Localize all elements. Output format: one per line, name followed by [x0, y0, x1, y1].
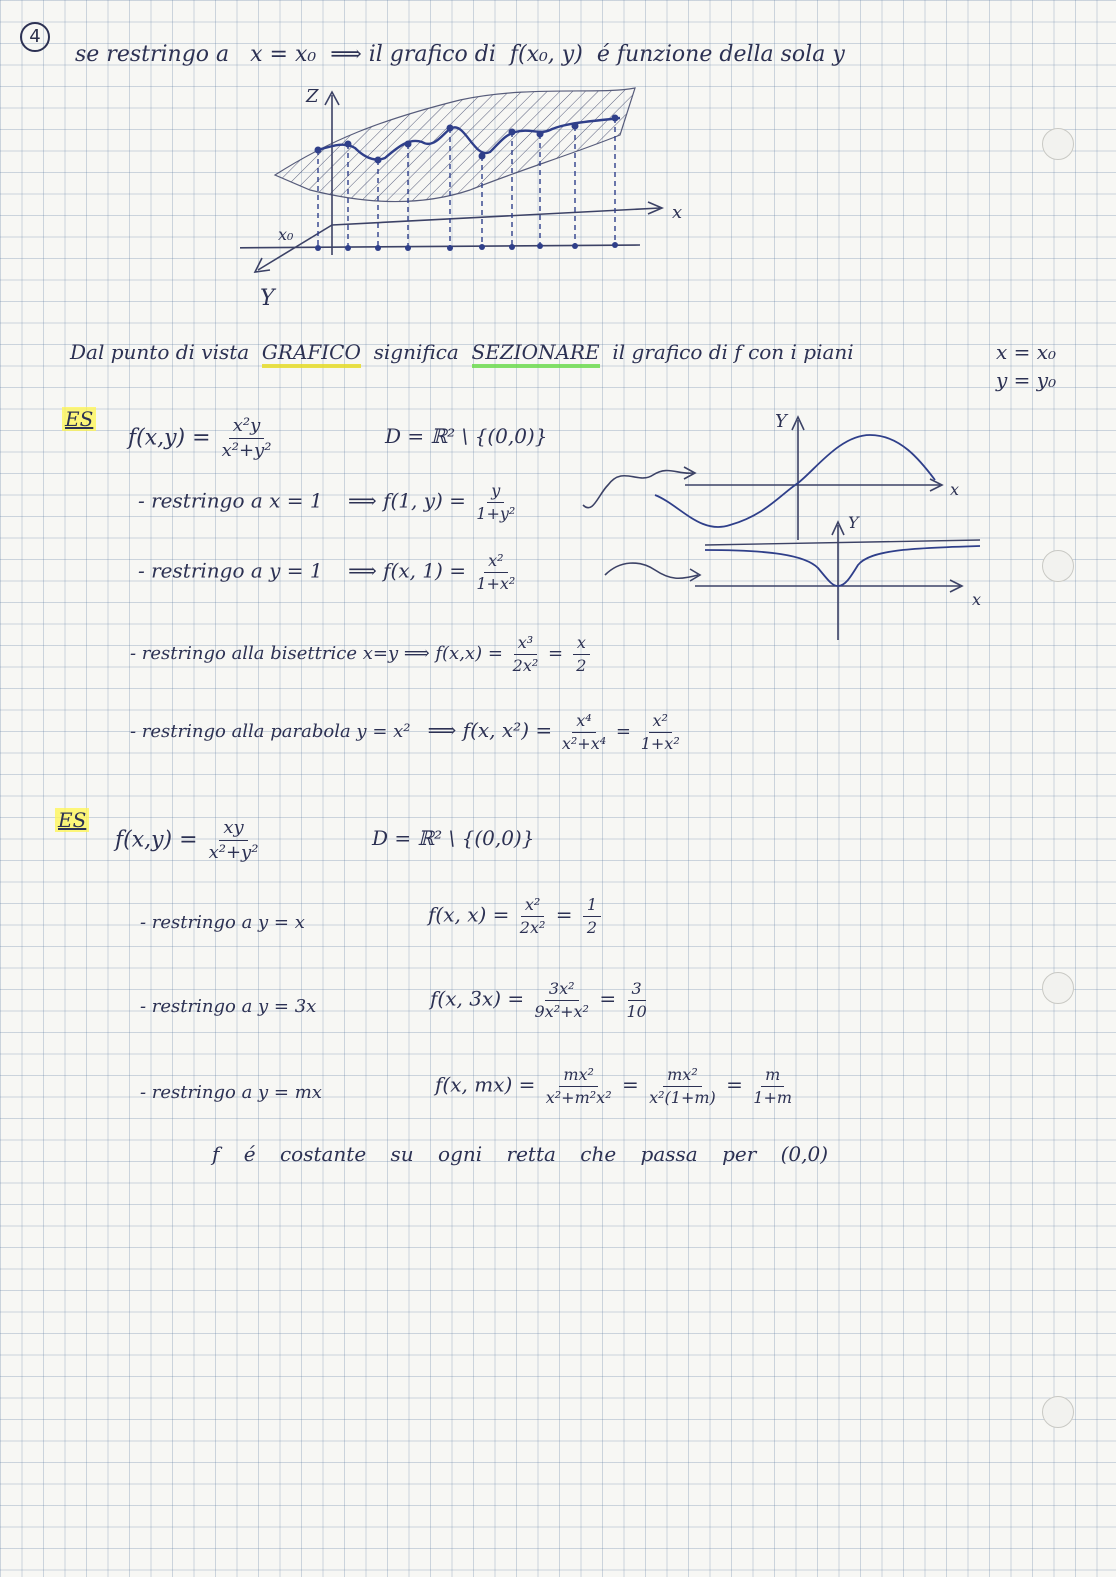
es2-conclusion: f é costante su ogni retta che passa per (0,0)	[212, 1142, 829, 1166]
x-axis	[332, 208, 660, 225]
es2-r1-lhs: f(x, x) =	[428, 902, 510, 927]
es2-r3-eqsign2: =	[726, 1072, 743, 1097]
grafico-text-e: il grafico di f con i piani	[612, 340, 854, 364]
graph-fx1	[690, 510, 990, 645]
es1-r1-lhs: ⟹ f(1, y) =	[348, 488, 466, 513]
es2-r1-num2: 1	[583, 896, 601, 917]
es1-function	[128, 416, 275, 461]
es1-r3-den1: 2x²	[512, 655, 539, 675]
restrict-text-b: x = x₀	[250, 42, 317, 67]
es1-r4-text: - restringo alla parabola y = x²	[130, 721, 411, 743]
x0-label: x₀	[278, 225, 294, 244]
restrict-text-a: se restringo a	[75, 42, 230, 67]
es1-r4	[130, 712, 684, 752]
es2-r1-frac2	[583, 896, 601, 936]
es1-r3-num2: x	[573, 634, 590, 655]
grafico-text-a: Dal punto di vista	[70, 340, 250, 364]
es1-r2-frac	[476, 552, 515, 592]
es2-r3-eqsign1: =	[621, 1072, 639, 1097]
es1-r4-frac2	[641, 712, 680, 752]
binder-hole-2	[1042, 550, 1074, 582]
es1-r1-num: y	[487, 482, 504, 503]
graph-f1y-y-label: Y	[775, 411, 787, 432]
surface-section-sketch	[240, 80, 700, 310]
es2-f-den: x²+y²	[208, 841, 259, 863]
es2-r1-text: - restringo a y = x	[140, 912, 305, 933]
y-axis-label: Y	[260, 286, 275, 310]
es2-r3-num3: m	[761, 1066, 784, 1087]
es1-f-den: x²+y²	[221, 439, 272, 461]
es2-r2-text: - restringo a y = 3x	[140, 996, 317, 1017]
es2-r3-num2: mx²	[663, 1066, 702, 1087]
es1-r4-den2: 1+x²	[640, 733, 680, 753]
es1-r2	[138, 552, 519, 592]
es2-label: ES	[55, 808, 89, 832]
es2-r1-eqsign: =	[555, 902, 573, 927]
es1-r1-frac	[476, 482, 515, 522]
es2-r3-den1: x²+m²x²	[545, 1087, 612, 1107]
es2-r2-eq	[430, 980, 651, 1020]
es1-r1	[138, 482, 519, 522]
es2-r2-eqsign: =	[599, 986, 617, 1011]
binder-hole-3	[1042, 972, 1074, 1004]
grafico-line	[70, 340, 854, 364]
es2-f-lhs: f(x,y) =	[115, 827, 198, 853]
graph-fx1-x-label: x	[972, 590, 982, 609]
es2-function	[115, 818, 262, 863]
es2-r1-den1: 2x²	[519, 917, 546, 937]
es2-r1-den2: 2	[586, 917, 598, 937]
x0-line	[240, 245, 640, 248]
es1-r4-frac1	[562, 712, 606, 752]
es1-r3-den2: 2	[576, 655, 587, 675]
es2-r2-frac2	[626, 980, 646, 1020]
x-axis-label: x	[672, 202, 683, 223]
es2-r3-text: - restringo a y = mx	[140, 1082, 322, 1103]
es1-r3-frac2	[573, 634, 590, 674]
es1-r2-text: - restringo a y = 1	[138, 558, 323, 583]
es1-f-num: x²y	[229, 416, 265, 439]
es2-r1-frac1	[520, 896, 546, 936]
es1-r4-eq: =	[615, 721, 631, 743]
es2-r3-frac1	[546, 1066, 612, 1106]
graph-fx1-curve	[705, 546, 980, 586]
es1-f-lhs: f(x,y) =	[128, 425, 211, 451]
es2-r2-frac1	[534, 980, 588, 1020]
surface-patch	[275, 88, 635, 202]
grafico-text-c: significa	[373, 340, 459, 364]
es2-r2-den2: 10	[626, 1001, 647, 1021]
es2-r2-lhs: f(x, 3x) =	[430, 986, 525, 1011]
es2-r2-num2: 3	[628, 980, 646, 1001]
binder-hole-1	[1042, 128, 1074, 160]
es1-r4-num2: x²	[649, 712, 672, 733]
es2-r2-num1: 3x²	[545, 980, 579, 1001]
graph-f1y-x-label: x	[950, 480, 960, 499]
es1-r2-den: 1+x²	[476, 573, 516, 593]
es2-r3-num1: mx²	[559, 1066, 598, 1087]
es1-r4-num1: x⁴	[572, 712, 595, 733]
es1-r3-num1: x³	[514, 634, 537, 655]
page-number: 4	[20, 22, 50, 52]
es2-r3-frac2	[649, 1066, 716, 1106]
es1-r4-lhs: ⟹ f(x, x²) =	[427, 718, 553, 743]
es2-domain: D = ℝ² \ {(0,0)}	[372, 826, 535, 850]
sezionare-keyword: SEZIONARE	[472, 340, 600, 368]
es1-label: ES	[62, 407, 96, 431]
grafico-keyword: GRAFICO	[262, 340, 361, 368]
es2-r2-den1: 9x²+x²	[534, 1001, 589, 1021]
restrict-line	[75, 42, 845, 67]
es2-r3-eq	[435, 1066, 796, 1106]
es1-r1-den: 1+y²	[476, 503, 516, 523]
es1-f-frac	[222, 416, 272, 461]
es2-r3-lhs: f(x, mx) =	[435, 1072, 536, 1097]
restrict-text-e: é funzione della sola y	[596, 42, 845, 67]
es2-r3-den2: x²(1+m)	[649, 1087, 716, 1107]
es1-r3-text: - restringo alla bisettrice x=y ⟹ f(x,x) =	[130, 643, 503, 665]
es1-domain: D = ℝ² \ {(0,0)}	[385, 424, 548, 448]
es2-r3-den3: 1+m	[753, 1087, 793, 1107]
es1-r4-den1: x²+x⁴	[561, 733, 607, 753]
graph-fx1-y-label: Y	[848, 513, 859, 532]
es1-r3	[130, 634, 594, 674]
es2-f-frac	[209, 818, 259, 863]
es2-r1-num1: x²	[521, 896, 544, 917]
z-axis-label: Z	[306, 86, 319, 107]
es2-r3-frac3	[753, 1066, 792, 1106]
es1-r2-num: x²	[484, 552, 507, 573]
es2-r1-eq	[428, 896, 605, 936]
es1-r3-eq: =	[548, 643, 564, 665]
es1-r2-lhs: ⟹ f(x, 1) =	[348, 558, 466, 583]
es1-r1-text: - restringo a x = 1	[138, 488, 323, 513]
restrict-text-d: f(x₀, y)	[509, 42, 583, 67]
plane-x: x = x₀	[996, 340, 1057, 364]
restrict-text-c: ⟹ il grafico di	[330, 42, 496, 67]
es2-f-num: xy	[219, 818, 247, 841]
binder-hole-4	[1042, 1396, 1074, 1428]
plane-y: y = y₀	[996, 368, 1057, 392]
es1-r3-frac1	[513, 634, 539, 674]
